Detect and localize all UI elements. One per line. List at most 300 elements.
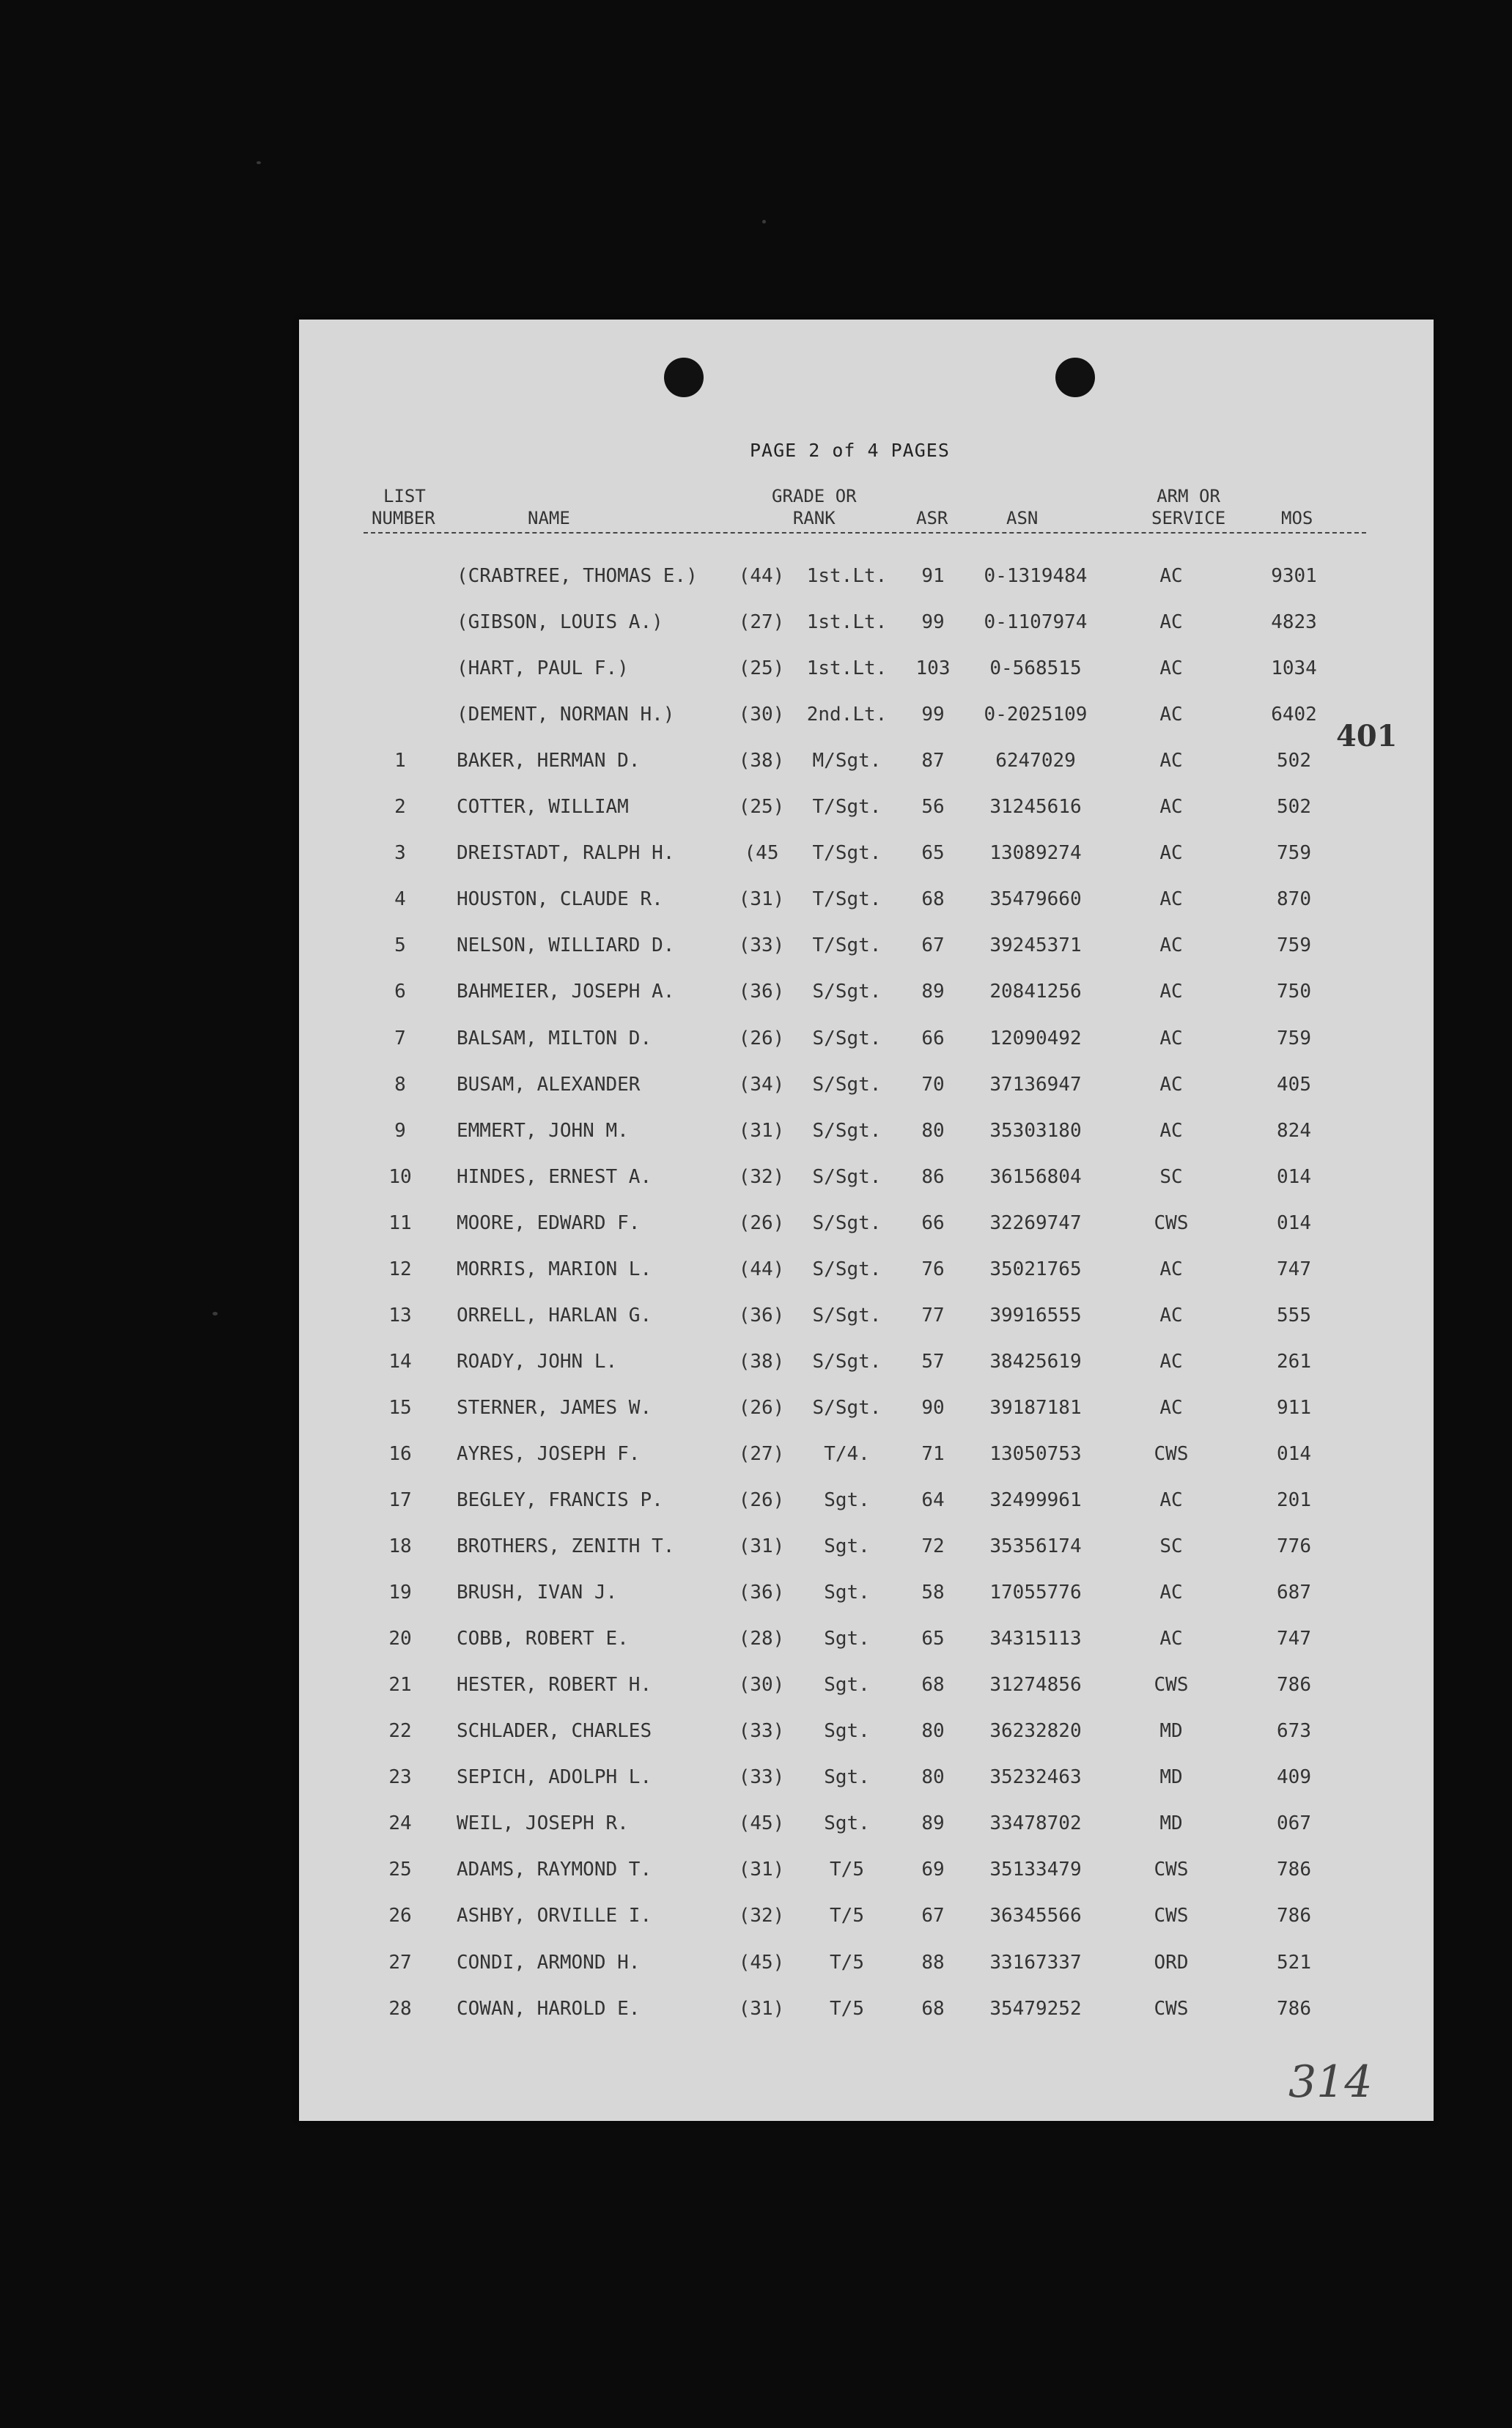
age: (30) [738, 1674, 785, 1697]
age: (31) [738, 888, 785, 911]
list-number: 12 [388, 1258, 412, 1280]
grade-rank: M/Sgt. [812, 750, 882, 772]
asr-score: 99 [921, 704, 945, 726]
mos-code: 067 [1277, 1812, 1311, 1835]
serial-number: 37136947 [989, 1073, 1082, 1096]
grade-rank: S/Sgt. [812, 1027, 882, 1049]
punch-hole-right [1055, 358, 1095, 397]
list-number: 17 [388, 1489, 412, 1511]
serial-number: 35356174 [989, 1535, 1082, 1558]
mos-code: 502 [1277, 796, 1311, 819]
grade-rank: Sgt. [824, 1812, 870, 1835]
person-name: HINDES, ERNEST A. [457, 1165, 652, 1188]
serial-number: 38425619 [989, 1350, 1082, 1373]
grade-rank: Sgt. [824, 1535, 870, 1558]
asr-score: 88 [921, 1951, 945, 1974]
arm-service: MD [1159, 1766, 1183, 1789]
mos-code: 786 [1277, 1905, 1311, 1927]
mos-code: 673 [1277, 1720, 1311, 1743]
header-asn: ASN [1006, 508, 1039, 528]
age: (27) [738, 611, 785, 634]
age: (31) [738, 1535, 785, 1558]
serial-number: 0-2025109 [984, 704, 1088, 726]
grade-rank: T/5 [830, 1951, 864, 1974]
list-number: 4 [394, 888, 406, 911]
grade-rank: S/Sgt. [812, 1119, 882, 1142]
person-name: COBB, ROBERT E. [457, 1628, 629, 1650]
list-number: 23 [388, 1766, 412, 1789]
arm-service: AC [1159, 1119, 1183, 1142]
table-row [299, 786, 1434, 832]
asr-score: 67 [921, 1905, 945, 1927]
age: (26) [738, 1489, 785, 1511]
mos-code: 870 [1277, 888, 1311, 911]
age: (32) [738, 1165, 785, 1188]
asr-score: 103 [915, 657, 951, 680]
asr-score: 70 [921, 1073, 945, 1096]
grade-rank: T/Sgt. [812, 934, 882, 957]
table-row [299, 1941, 1434, 1988]
grade-rank: T/Sgt. [812, 888, 882, 911]
person-name: CONDI, ARMOND H. [457, 1951, 641, 1974]
grade-rank: S/Sgt. [812, 1396, 882, 1419]
mos-code: 261 [1277, 1350, 1311, 1373]
arm-service: CWS [1154, 1674, 1189, 1697]
age: (28) [738, 1628, 785, 1650]
grade-rank: S/Sgt. [812, 981, 882, 1003]
serial-number: 0-1107974 [984, 611, 1088, 634]
asr-score: 89 [921, 981, 945, 1003]
serial-number: 39245371 [989, 934, 1082, 957]
grade-rank: S/Sgt. [812, 1211, 882, 1234]
arm-service: AC [1159, 1258, 1183, 1280]
mos-code: 759 [1277, 1027, 1311, 1049]
table-row [299, 1387, 1434, 1433]
mos-code: 750 [1277, 981, 1311, 1003]
table-row [299, 693, 1434, 739]
person-name: WEIL, JOSEPH R. [457, 1812, 629, 1835]
arm-service: AC [1159, 1489, 1183, 1511]
age: (45) [738, 1812, 785, 1835]
mos-code: 911 [1277, 1396, 1311, 1419]
mos-code: 759 [1277, 842, 1311, 865]
person-name: BEGLEY, FRANCIS P. [457, 1489, 663, 1511]
grade-rank: S/Sgt. [812, 1304, 882, 1326]
person-name: ASHBY, ORVILLE I. [457, 1905, 652, 1927]
person-name: HESTER, ROBERT H. [457, 1674, 652, 1697]
grade-rank: S/Sgt. [812, 1350, 882, 1373]
asr-score: 56 [921, 796, 945, 819]
arm-service: AC [1159, 1396, 1183, 1419]
age: (38) [738, 1350, 785, 1373]
serial-number: 32499961 [989, 1489, 1082, 1511]
table-row [299, 1988, 1434, 2034]
serial-number: 36156804 [989, 1165, 1082, 1188]
mos-code: 555 [1277, 1304, 1311, 1326]
asr-score: 64 [921, 1489, 945, 1511]
serial-number: 20841256 [989, 981, 1082, 1003]
table-row [299, 1802, 1434, 1848]
list-number: 11 [388, 1211, 412, 1234]
asr-score: 66 [921, 1027, 945, 1049]
header-mos: MOS [1281, 508, 1313, 528]
age: (31) [738, 1859, 785, 1881]
header-list-number: LIST NUMBER [372, 486, 435, 528]
asr-score: 57 [921, 1350, 945, 1373]
list-number: 2 [394, 796, 406, 819]
serial-number: 36345566 [989, 1905, 1082, 1927]
list-number: 18 [388, 1535, 412, 1558]
serial-number: 34315113 [989, 1628, 1082, 1650]
table-row [299, 601, 1434, 647]
asr-score: 80 [921, 1766, 945, 1789]
list-number: 28 [388, 1997, 412, 2020]
mos-code: 747 [1277, 1628, 1311, 1650]
arm-service: AC [1159, 934, 1183, 957]
age: (33) [738, 1766, 785, 1789]
list-number: 7 [394, 1027, 406, 1049]
arm-service: SC [1159, 1165, 1183, 1188]
header-arm: ARM OR SERVICE [1151, 486, 1226, 528]
age: (31) [738, 1119, 785, 1142]
table-row [299, 1525, 1434, 1571]
arm-service: AC [1159, 657, 1183, 680]
arm-service: AC [1159, 1582, 1183, 1604]
grade-rank: T/5 [830, 1905, 864, 1927]
arm-service: CWS [1154, 1859, 1189, 1881]
list-number: 3 [394, 842, 406, 865]
asr-score: 87 [921, 750, 945, 772]
grade-rank: Sgt. [824, 1628, 870, 1650]
table-row [299, 647, 1434, 693]
list-number: 9 [394, 1119, 406, 1142]
scan-dust [762, 220, 766, 224]
serial-number: 6247029 [995, 750, 1076, 772]
person-name: MOORE, EDWARD F. [457, 1211, 641, 1234]
table-row [299, 970, 1434, 1016]
list-number: 1 [394, 750, 406, 772]
mos-code: 786 [1277, 1674, 1311, 1697]
arm-service: CWS [1154, 1997, 1189, 2020]
list-number: 27 [388, 1951, 412, 1974]
asr-score: 68 [921, 1674, 945, 1697]
age: (33) [738, 1720, 785, 1743]
arm-service: AC [1159, 1027, 1183, 1049]
table-row [299, 1248, 1434, 1294]
list-number: 24 [388, 1812, 412, 1835]
age: (45) [738, 1951, 785, 1974]
asr-score: 76 [921, 1258, 945, 1280]
header-asr: ASR [916, 508, 948, 528]
arm-service: AC [1159, 888, 1183, 911]
mos-code: 409 [1277, 1766, 1311, 1789]
asr-score: 67 [921, 934, 945, 957]
asr-score: 89 [921, 1812, 945, 1835]
table-row [299, 1710, 1434, 1756]
arm-service: AC [1159, 565, 1183, 587]
serial-number: 13089274 [989, 842, 1082, 865]
asr-score: 91 [921, 565, 945, 587]
person-name: (DEMENT, NORMAN H.) [457, 704, 675, 726]
asr-score: 68 [921, 888, 945, 911]
age: (44) [738, 1258, 785, 1280]
mos-code: 747 [1277, 1258, 1311, 1280]
serial-number: 0-568515 [989, 657, 1082, 680]
serial-number: 33167337 [989, 1951, 1082, 1974]
grade-rank: Sgt. [824, 1489, 870, 1511]
age: (36) [738, 1582, 785, 1604]
asr-score: 80 [921, 1119, 945, 1142]
serial-number: 35303180 [989, 1119, 1082, 1142]
serial-number: 32269747 [989, 1211, 1082, 1234]
asr-score: 58 [921, 1582, 945, 1604]
serial-number: 36232820 [989, 1720, 1082, 1743]
serial-number: 17055776 [989, 1582, 1082, 1604]
age: (44) [738, 565, 785, 587]
grade-rank: 1st.Lt. [806, 657, 888, 680]
grade-rank: T/Sgt. [812, 796, 882, 819]
table-row [299, 1110, 1434, 1156]
age: (27) [738, 1442, 785, 1465]
age: (38) [738, 750, 785, 772]
arm-service: ORD [1154, 1951, 1189, 1974]
grade-rank: S/Sgt. [812, 1258, 882, 1280]
person-name: HOUSTON, CLAUDE R. [457, 888, 663, 911]
mos-code: 521 [1277, 1951, 1311, 1974]
person-name: NELSON, WILLIARD D. [457, 934, 675, 957]
asr-score: 65 [921, 842, 945, 865]
grade-rank: Sgt. [824, 1674, 870, 1697]
table-row [299, 832, 1434, 878]
table-row [299, 878, 1434, 924]
age: (26) [738, 1211, 785, 1234]
table-row [299, 1063, 1434, 1110]
person-name: STERNER, JAMES W. [457, 1396, 652, 1419]
asr-score: 90 [921, 1396, 945, 1419]
person-name: DREISTADT, RALPH H. [457, 842, 675, 865]
list-number: 15 [388, 1396, 412, 1419]
list-number: 20 [388, 1628, 412, 1650]
serial-number: 39187181 [989, 1396, 1082, 1419]
table-row [299, 739, 1434, 786]
arm-service: MD [1159, 1720, 1183, 1743]
list-number: 6 [394, 981, 406, 1003]
arm-service: MD [1159, 1812, 1183, 1835]
person-name: ORRELL, HARLAN G. [457, 1304, 652, 1326]
list-number: 22 [388, 1720, 412, 1743]
person-name: AYRES, JOSEPH F. [457, 1442, 641, 1465]
person-name: (GIBSON, LOUIS A.) [457, 611, 663, 634]
mos-code: 014 [1277, 1211, 1311, 1234]
handwritten-page-number: 314 [1288, 2056, 1373, 2108]
mos-code: 1034 [1271, 657, 1317, 680]
serial-number: 33478702 [989, 1812, 1082, 1835]
mos-code: 687 [1277, 1582, 1311, 1604]
table-row [299, 1894, 1434, 1941]
grade-rank: T/Sgt. [812, 842, 882, 865]
table-row [299, 1156, 1434, 1202]
serial-number: 35133479 [989, 1859, 1082, 1881]
document-page [299, 320, 1434, 2121]
scan-dust [257, 161, 261, 164]
table-row [299, 1756, 1434, 1802]
mos-code: 201 [1277, 1489, 1311, 1511]
person-name: BAKER, HERMAN D. [457, 750, 641, 772]
age: (45 [744, 842, 779, 865]
page-header: PAGE 2 of 4 PAGES [750, 440, 950, 461]
person-name: COWAN, HAROLD E. [457, 1997, 641, 2020]
asr-score: 66 [921, 1211, 945, 1234]
header-grade: GRADE OR RANK [772, 486, 857, 528]
asr-score: 68 [921, 1997, 945, 2020]
table-row [299, 1617, 1434, 1664]
serial-number: 35479660 [989, 888, 1082, 911]
age: (26) [738, 1027, 785, 1049]
person-name: BRUSH, IVAN J. [457, 1582, 618, 1604]
punch-hole-left [664, 358, 704, 397]
table-row [299, 1848, 1434, 1894]
serial-number: 35232463 [989, 1766, 1082, 1789]
header-name: NAME [528, 508, 570, 528]
person-name: MORRIS, MARION L. [457, 1258, 652, 1280]
person-name: BAHMEIER, JOSEPH A. [457, 981, 675, 1003]
list-number: 10 [388, 1165, 412, 1188]
arm-service: SC [1159, 1535, 1183, 1558]
list-number: 26 [388, 1905, 412, 1927]
asr-score: 71 [921, 1442, 945, 1465]
arm-service: AC [1159, 1628, 1183, 1650]
grade-rank: Sgt. [824, 1766, 870, 1789]
person-name: SEPICH, ADOLPH L. [457, 1766, 652, 1789]
arm-service: AC [1159, 750, 1183, 772]
serial-number: 0-1319484 [984, 565, 1088, 587]
age: (34) [738, 1073, 785, 1096]
list-number: 21 [388, 1674, 412, 1697]
asr-score: 77 [921, 1304, 945, 1326]
grade-rank: 1st.Lt. [806, 611, 888, 634]
asr-score: 72 [921, 1535, 945, 1558]
list-number: 13 [388, 1304, 412, 1326]
grade-rank: Sgt. [824, 1720, 870, 1743]
mos-code: 6402 [1271, 704, 1317, 726]
person-name: SCHLADER, CHARLES [457, 1720, 652, 1743]
arm-service: AC [1159, 1073, 1183, 1096]
person-name: BALSAM, MILTON D. [457, 1027, 652, 1049]
serial-number: 35479252 [989, 1997, 1082, 2020]
person-name: EMMERT, JOHN M. [457, 1119, 629, 1142]
arm-service: AC [1159, 842, 1183, 865]
mos-code: 014 [1277, 1442, 1311, 1465]
mos-code: 776 [1277, 1535, 1311, 1558]
asr-score: 65 [921, 1628, 945, 1650]
person-name: BROTHERS, ZENITH T. [457, 1535, 675, 1558]
table-row [299, 924, 1434, 970]
table-row [299, 1571, 1434, 1617]
mos-code: 824 [1277, 1119, 1311, 1142]
arm-service: AC [1159, 704, 1183, 726]
margin-stamp: 401 [1336, 719, 1398, 753]
asr-score: 99 [921, 611, 945, 634]
table-row [299, 1294, 1434, 1340]
mos-code: 405 [1277, 1073, 1311, 1096]
age: (25) [738, 657, 785, 680]
mos-code: 502 [1277, 750, 1311, 772]
person-name: (HART, PAUL F.) [457, 657, 629, 680]
asr-score: 86 [921, 1165, 945, 1188]
list-number: 5 [394, 934, 406, 957]
serial-number: 31245616 [989, 796, 1082, 819]
scan-dust [213, 1312, 218, 1316]
list-number: 25 [388, 1859, 412, 1881]
table-row [299, 555, 1434, 601]
age: (31) [738, 1997, 785, 2020]
person-name: (CRABTREE, THOMAS E.) [457, 565, 698, 587]
age: (25) [738, 796, 785, 819]
serial-number: 35021765 [989, 1258, 1082, 1280]
arm-service: AC [1159, 981, 1183, 1003]
mos-code: 4823 [1271, 611, 1317, 634]
serial-number: 13050753 [989, 1442, 1082, 1465]
serial-number: 12090492 [989, 1027, 1082, 1049]
list-number: 8 [394, 1073, 406, 1096]
age: (26) [738, 1396, 785, 1419]
mos-code: 786 [1277, 1997, 1311, 2020]
arm-service: AC [1159, 1304, 1183, 1326]
person-name: BUSAM, ALEXANDER [457, 1073, 641, 1096]
person-name: COTTER, WILLIAM [457, 796, 629, 819]
mos-code: 759 [1277, 934, 1311, 957]
person-name: ROADY, JOHN L. [457, 1350, 618, 1373]
grade-rank: S/Sgt. [812, 1073, 882, 1096]
arm-service: CWS [1154, 1442, 1189, 1465]
table-row [299, 1664, 1434, 1710]
table-row [299, 1479, 1434, 1525]
arm-service: AC [1159, 796, 1183, 819]
age: (36) [738, 1304, 785, 1326]
age: (30) [738, 704, 785, 726]
table-row [299, 1017, 1434, 1063]
table-row [299, 1202, 1434, 1248]
arm-service: AC [1159, 1350, 1183, 1373]
grade-rank: S/Sgt. [812, 1165, 882, 1188]
arm-service: AC [1159, 611, 1183, 634]
mos-code: 786 [1277, 1859, 1311, 1881]
mos-code: 014 [1277, 1165, 1311, 1188]
serial-number: 31274856 [989, 1674, 1082, 1697]
grade-rank: 1st.Lt. [806, 565, 888, 587]
person-name: ADAMS, RAYMOND T. [457, 1859, 652, 1881]
grade-rank: T/5 [830, 1997, 864, 2020]
mos-code: 9301 [1271, 565, 1317, 587]
age: (36) [738, 981, 785, 1003]
asr-score: 69 [921, 1859, 945, 1881]
grade-rank: 2nd.Lt. [806, 704, 888, 726]
list-number: 19 [388, 1582, 412, 1604]
list-number: 16 [388, 1442, 412, 1465]
grade-rank: Sgt. [824, 1582, 870, 1604]
arm-service: CWS [1154, 1211, 1189, 1234]
table-row [299, 1340, 1434, 1387]
list-number: 14 [388, 1350, 412, 1373]
table-row [299, 1433, 1434, 1479]
header-rule [364, 532, 1366, 534]
age: (33) [738, 934, 785, 957]
grade-rank: T/5 [830, 1859, 864, 1881]
asr-score: 80 [921, 1720, 945, 1743]
arm-service: CWS [1154, 1905, 1189, 1927]
grade-rank: T/4. [824, 1442, 870, 1465]
age: (32) [738, 1905, 785, 1927]
